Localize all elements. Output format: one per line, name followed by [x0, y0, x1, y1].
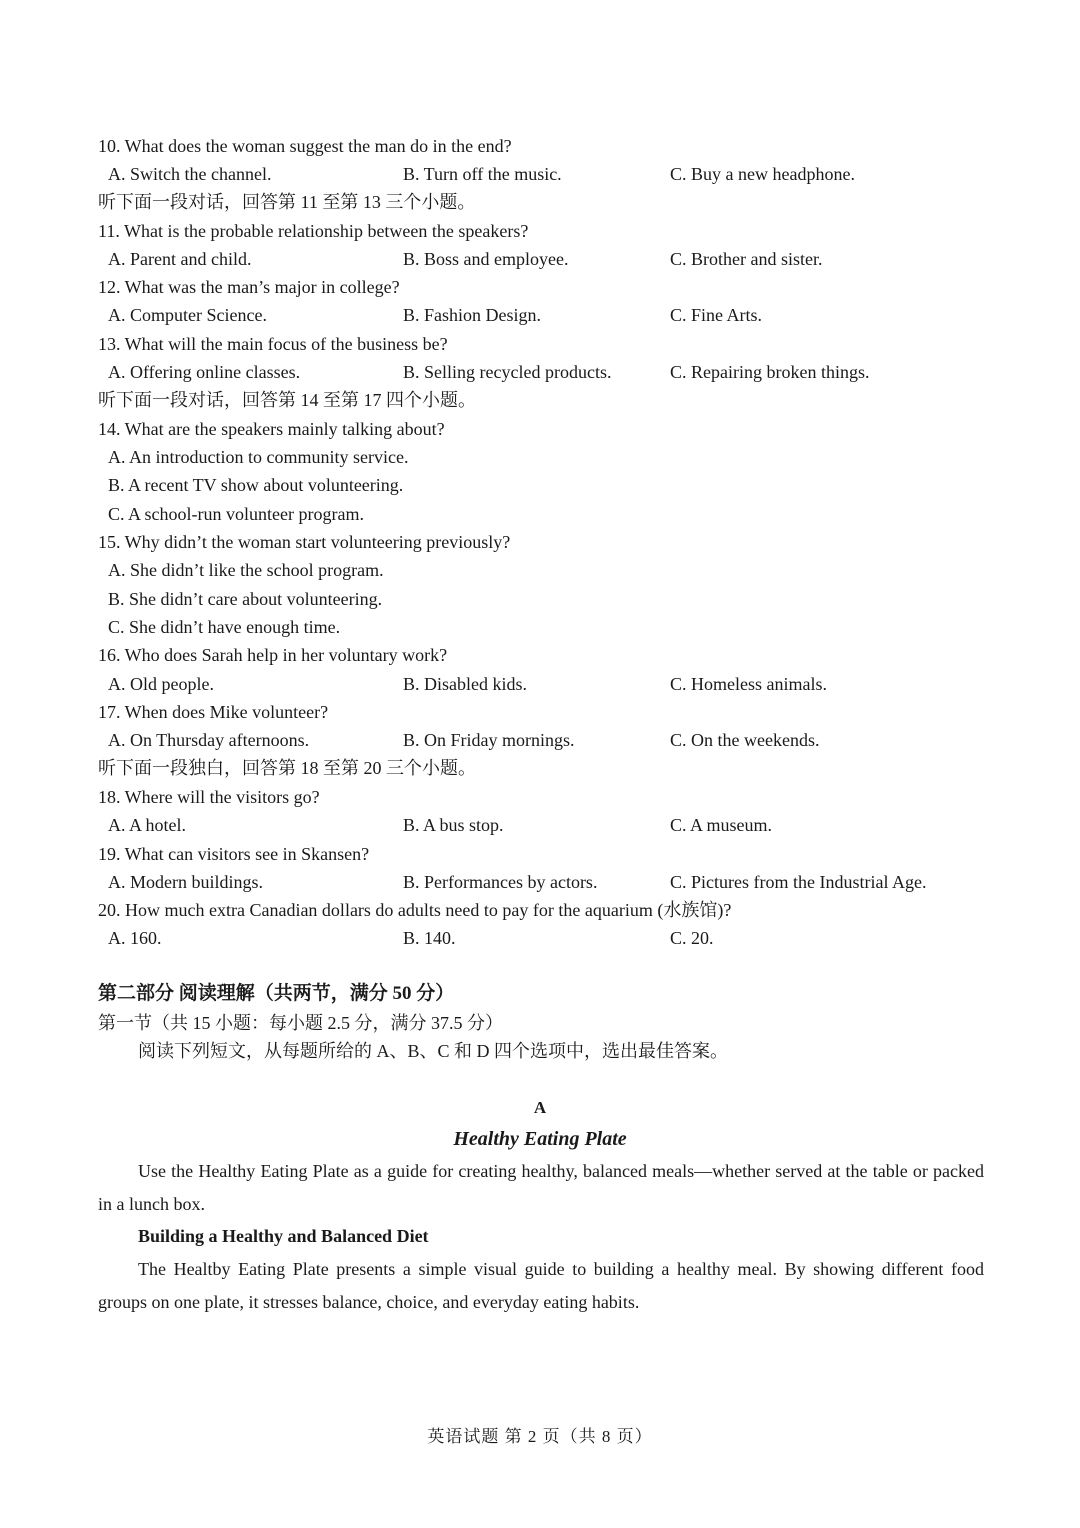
option-b: B. A bus stop.	[403, 815, 504, 835]
option-c: C. A school-run volunteer program.	[108, 504, 364, 524]
question-14: 14. What are the speakers mainly talking about?	[98, 419, 445, 439]
option-c: C. Homeless animals.	[670, 674, 827, 694]
option-b: B. On Friday mornings.	[403, 730, 575, 750]
question-18: 18. Where will the visitors go?	[98, 787, 320, 807]
option-c: C. Pictures from the Industrial Age.	[670, 872, 927, 892]
instruction-14-17: 听下面一段对话，回答第 14 至第 17 四个小题。	[98, 390, 476, 410]
passage-subheading: Building a Healthy and Balanced Diet	[138, 1226, 429, 1246]
instruction-11-13: 听下面一段对话，回答第 11 至第 13 三个小题。	[98, 192, 476, 212]
option-a: A. Modern buildings.	[108, 872, 263, 892]
option-b: B. Turn off the music.	[403, 164, 562, 184]
question-12: 12. What was the man’s major in college?	[98, 277, 400, 297]
passage-title: Healthy Eating Plate	[453, 1128, 627, 1150]
option-c: C. On the weekends.	[670, 730, 820, 750]
option-b: B. Boss and employee.	[403, 249, 569, 269]
reading-instruction: 阅读下列短文，从每题所给的 A、B、C 和 D 四个选项中，选出最佳答案。	[138, 1041, 729, 1061]
option-a: A. Offering online classes.	[108, 362, 301, 382]
option-a: A. A hotel.	[108, 815, 187, 835]
passage-letter: A	[533, 1098, 547, 1117]
option-b: B. Disabled kids.	[403, 674, 527, 694]
option-c: C. Fine Arts.	[670, 305, 763, 325]
passage-intro: Use the Healthy Eating Plate as a guide for creating healthy, balanced meals—whether served at the table or packed in a lunch box.	[98, 1161, 984, 1214]
section1-title: 第一节（共 15 小题：每小题 2.5 分，满分 37.5 分）	[98, 1013, 503, 1033]
question-11: 11. What is the probable relationship between the speakers?	[98, 221, 529, 241]
question-20: 20. How much extra Canadian dollars do adults need to pay for the aquarium (水族馆)?	[98, 900, 732, 920]
question-19: 19. What can visitors see in Skansen?	[98, 844, 370, 864]
option-b: B. A recent TV show about volunteering.	[108, 475, 404, 495]
option-a: A. Parent and child.	[108, 249, 252, 269]
question-15: 15. Why didn’t the woman start volunteering previously?	[98, 532, 511, 552]
option-c: C. Brother and sister.	[670, 249, 823, 269]
option-a: A. An introduction to community service.	[108, 447, 409, 467]
question-10: 10. What does the woman suggest the man do in the end?	[98, 136, 512, 156]
option-c: C. She didn’t have enough time.	[108, 617, 341, 637]
option-a: A. On Thursday afternoons.	[108, 730, 310, 750]
instruction-18-20: 听下面一段独白，回答第 18 至第 20 三个小题。	[98, 758, 476, 778]
option-c: C. A museum.	[670, 815, 773, 835]
question-16: 16. Who does Sarah help in her voluntary work?	[98, 645, 448, 665]
question-13: 13. What will the main focus of the business be?	[98, 334, 448, 354]
option-a: A. 160.	[108, 928, 162, 948]
option-a: A. She didn’t like the school program.	[108, 560, 384, 580]
option-b: B. She didn’t care about volunteering.	[108, 589, 383, 609]
option-c: C. 20.	[670, 928, 714, 948]
option-b: B. Fashion Design.	[403, 305, 542, 325]
option-b: B. 140.	[403, 928, 456, 948]
option-b: B. Performances by actors.	[403, 872, 598, 892]
option-c: C. Buy a new headphone.	[670, 164, 855, 184]
passage-body: The Healtby Eating Plate presents a simple visual guide to building a healthy meal. By showing different food groups on one plate, it stresses balance, choice, and everyday eating habits.	[98, 1259, 984, 1312]
question-17: 17. When does Mike volunteer?	[98, 702, 329, 722]
part2-title: 第二部分 阅读理解（共两节，满分 50 分）	[98, 983, 455, 1004]
option-a: A. Switch the channel.	[108, 164, 272, 184]
option-c: C. Repairing broken things.	[670, 362, 870, 382]
option-a: A. Computer Science.	[108, 305, 267, 325]
option-b: B. Selling recycled products.	[403, 362, 612, 382]
page-footer: 英语试题 第 2 页（共 8 页）	[427, 1427, 653, 1446]
option-a: A. Old people.	[108, 674, 214, 694]
